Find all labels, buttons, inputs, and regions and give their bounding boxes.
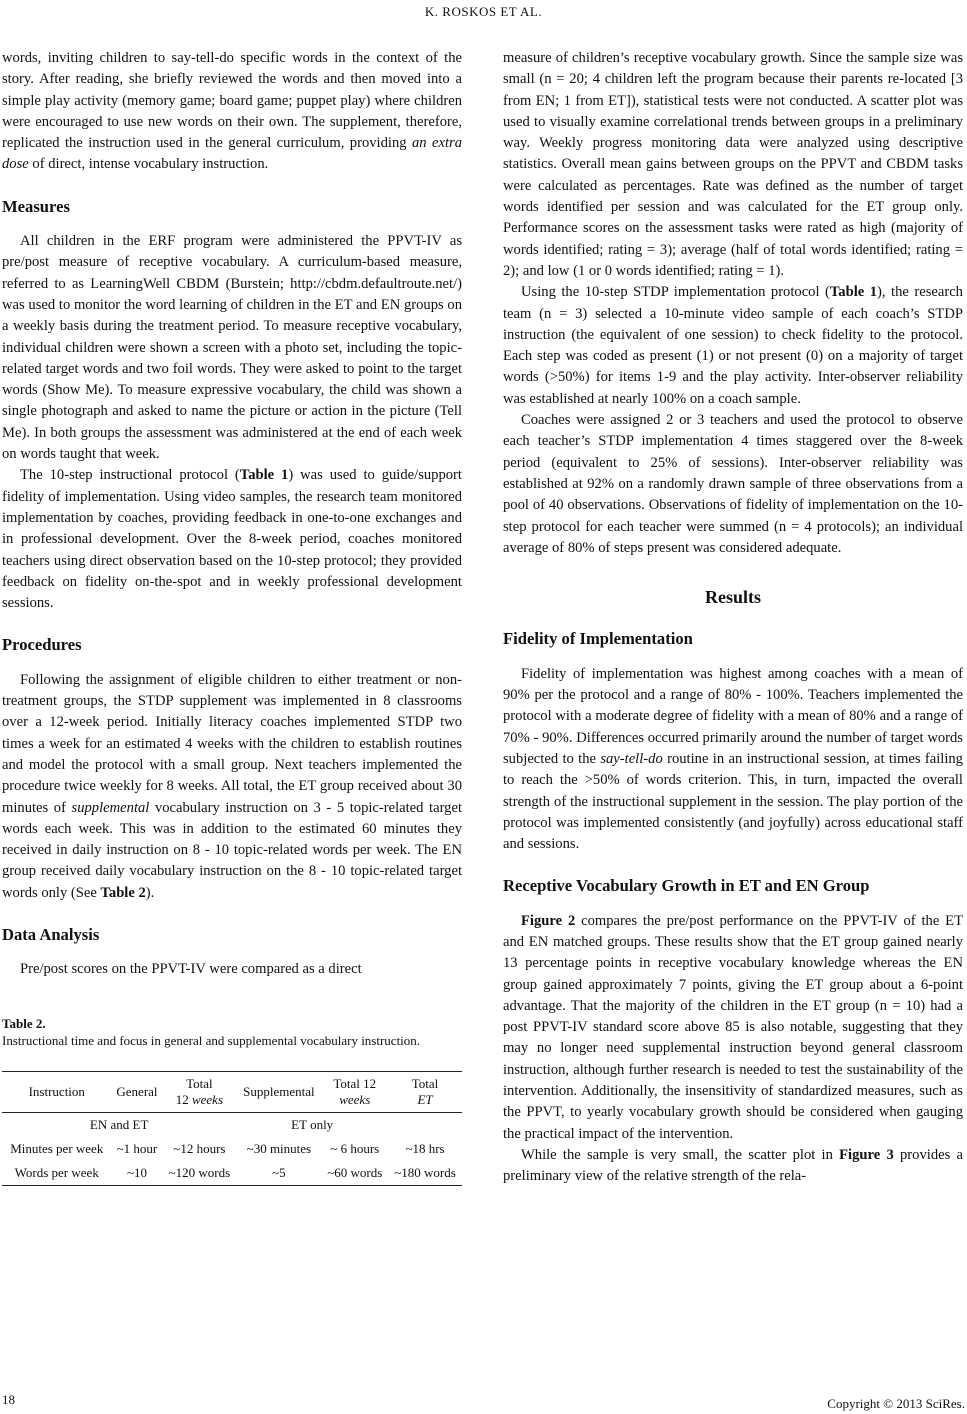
table-row [2,1112,462,1137]
table-header: Instruction [28,1083,85,1099]
table-header: Supplemental [243,1083,315,1099]
left-column [2,48,462,1186]
group-label: EN and ET [89,1116,149,1132]
section-heading-data-analysis: Data Analysis [2,924,100,944]
paragraph: Following the assignment of eligible children to either treatment or non-treatment groups, the STDP supplement was implemented in 8 classrooms over a 12-week period. Initially literacy coaches implemented STDP two times a week for an estimated 4 weeks with the children to establish routines and model the protocol with a small group. Next teachers implemented the procedure twice weekly for 8 weeks. All total, the ET group received about 30 minutes of supplemental vocabulary instruction on 3 - 5 topic-related target words each week. This was in addition to the estimated 60 minutes they received in daily instruction on 8 - 10 topic-related words per week. The EN group received daily vocabulary instruction on the 8 - 10 topic-related target words only (See Table 2). [2,671,462,901]
section-heading-measures: Measures [2,196,70,216]
paragraph: Coaches were assigned 2 or 3 teachers and used the protocol to observe each teacher’s STDP implementation 4 times staggered over the 8-week period (equivalent to 25% of sessions). Inter-observer reliability was established at 92% on a randomly drawn sample of three observations from a pool of 40 observations. Observations of fidelity of implementation on the 10-step protocol for each teacher were summed (n = 4 protocols); an individual average of 80% of steps present was considered adequate. [503,412,963,556]
table-header: General [116,1083,158,1099]
paragraph: Figure 2 compares the pre/post performance on the PPVT-IV of the ET and EN matched groups. These results show that the ET group gained nearly 13 percentage points in receptive vocabulary knowledge whereas the EN group gained approximately 7 points, giving the ET group about a 6-point advantage. That the majority of the children in the ET group (n = 10) had a post PPVT-IV standard score above 85 is also notable, suggesting that they may no longer need supplemental instruction beyond general classroom instruction, although further research is needed to test the sustainability of the intervention. Additionally, the insensitivity of standardized measures, such as the PPVT, to yearly vocabulary growth should be considered when gauging the practical impact of the intervention. [503,912,963,1142]
paragraph: words, inviting children to say-tell-do specific words in the context of the story. After reading, she briefly reviewed the words and then moved into a simple play activity (memory game; board game; puppet play) where children were encouraged to use new words on their own. The supplement, therefore, replicated the instruction used in the general curriculum, providing an extra dose of direct, intense vocabulary instruction. [2,50,462,173]
paragraph: Pre/post scores on the PPVT-IV were compared as a direct [20,961,362,978]
copyright: Copyright © 2013 SciRes. [827,1396,965,1411]
right-column [503,48,963,1188]
section-heading-results: Results [704,587,761,608]
table-row: Minutes per week ~1 hour ~12 hours ~30 minutes ~ 6 hours ~18 hrs [10,1140,445,1156]
paragraph: While the sample is very small, the scatter plot in Figure 3 provides a preliminary view of the relative strength of the rela- [503,1146,963,1185]
group-label: ET only [291,1116,334,1132]
table-row: Words per week ~10 ~120 words ~5 ~60 words ~180 words [2,1161,462,1186]
section-heading-procedures: Procedures [2,635,82,655]
subsection-heading-fidelity: Fidelity of Implementation [503,629,693,649]
table-header: Total 12 weeks [175,1075,224,1107]
subsection-heading-receptive: Receptive Vocabulary Growth in ET and EN Group [503,876,870,896]
paragraph: measure of children’s receptive vocabulary growth. Since the sample size was small (n = 20; 4 children left the program because their parents re-located [3 from EN; 1 from ET]), statistical tests were not conducted. A scatter plot was used to visually examine correlational trends between groups in a preliminary way. Weekly progress monitoring data were analyzed using descriptive statistics. Overall mean gains between groups on the PPVT and CBDM tasks were calculated as percentages. Rate was defined as the number of target words identified per session and was calculated for the ET group only. Performance scores on the assessment tasks were rated as high (majority of words identified; rating = 3); average (half of total words identified; rating = 2); and low (1 or 0 words identified; rating = 1). [503,50,963,279]
paragraph: Fidelity of implementation was highest among coaches with a mean of 90% per the protocol and a range of 80% - 100%. Teachers implemented the protocol with a moderate degree of fidelity with a mean of 80% and a range of 70% - 90%. Differences occurred primarily around the number of target words subjected to the say-tell-do routine in an instructional session, at times failing to reach the >50% of words criterion. This, in turn, impacted the overall strength of the instructional supplement in the session. The play portion of the protocol was implemented consistently (and joyfully) across educational staff and sessions. [503,665,963,853]
page-number: 18 [2,1392,15,1407]
paragraph: All children in the ERF program were administered the PPVT-IV as pre/post measure of receptive vocabulary. A curriculum-based measure, referred to as LearningWell CBDM (Burstein; http://cbdm.defaultroute.net/) was used to monitor the word learning of children in the ET and EN groups on a weekly basis during the treatment period. To measure receptive vocabulary, individual children were shown a screen with a photo set, including the topic-related target words and two foil words. They were asked to point to the target words (Show Me). To measure expressive vocabulary, the child was shown a single photograph and asked to name the picture or action in the picture (Tell Me). In both groups the assessment was administered at the end of each week on words taught that week. [2,233,462,463]
table-header: Total ET [411,1075,439,1107]
table-caption: Table 2. Instructional time and focus in general and supplemental vocabulary instruction. [2,1015,421,1048]
table-header: Total 12 weeks [333,1075,377,1107]
running-header: K. ROSKOS ET AL. [424,4,543,19]
table-2 [2,1071,462,1186]
paragraph: The 10-step instructional protocol (Table 1) was used to guide/support fidelity of implementation. Using video samples, the research team monitored implementation by coaches, providing feedback in one-to-one exchanges and in professional development. Over the 8-week period, coaches monitored teachers using direct observation based on the 10-step protocol; they provided feedback on fidelity on-the-spot and in weekly professional development sessions. [2,467,462,612]
paragraph: Using the 10-step STDP implementation protocol (Table 1), the research team (n = 3) selected a 10-minute video sample of each coach’s STDP instruction (the equivalent of one session) to check fidelity to the protocol. Each step was coded as present (1) or not present (0) on a majority of target words (>50%) for items 1-9 and the play activity. Inter-observer reliability was established at nearly 100% on a coach sample. [503,284,963,407]
